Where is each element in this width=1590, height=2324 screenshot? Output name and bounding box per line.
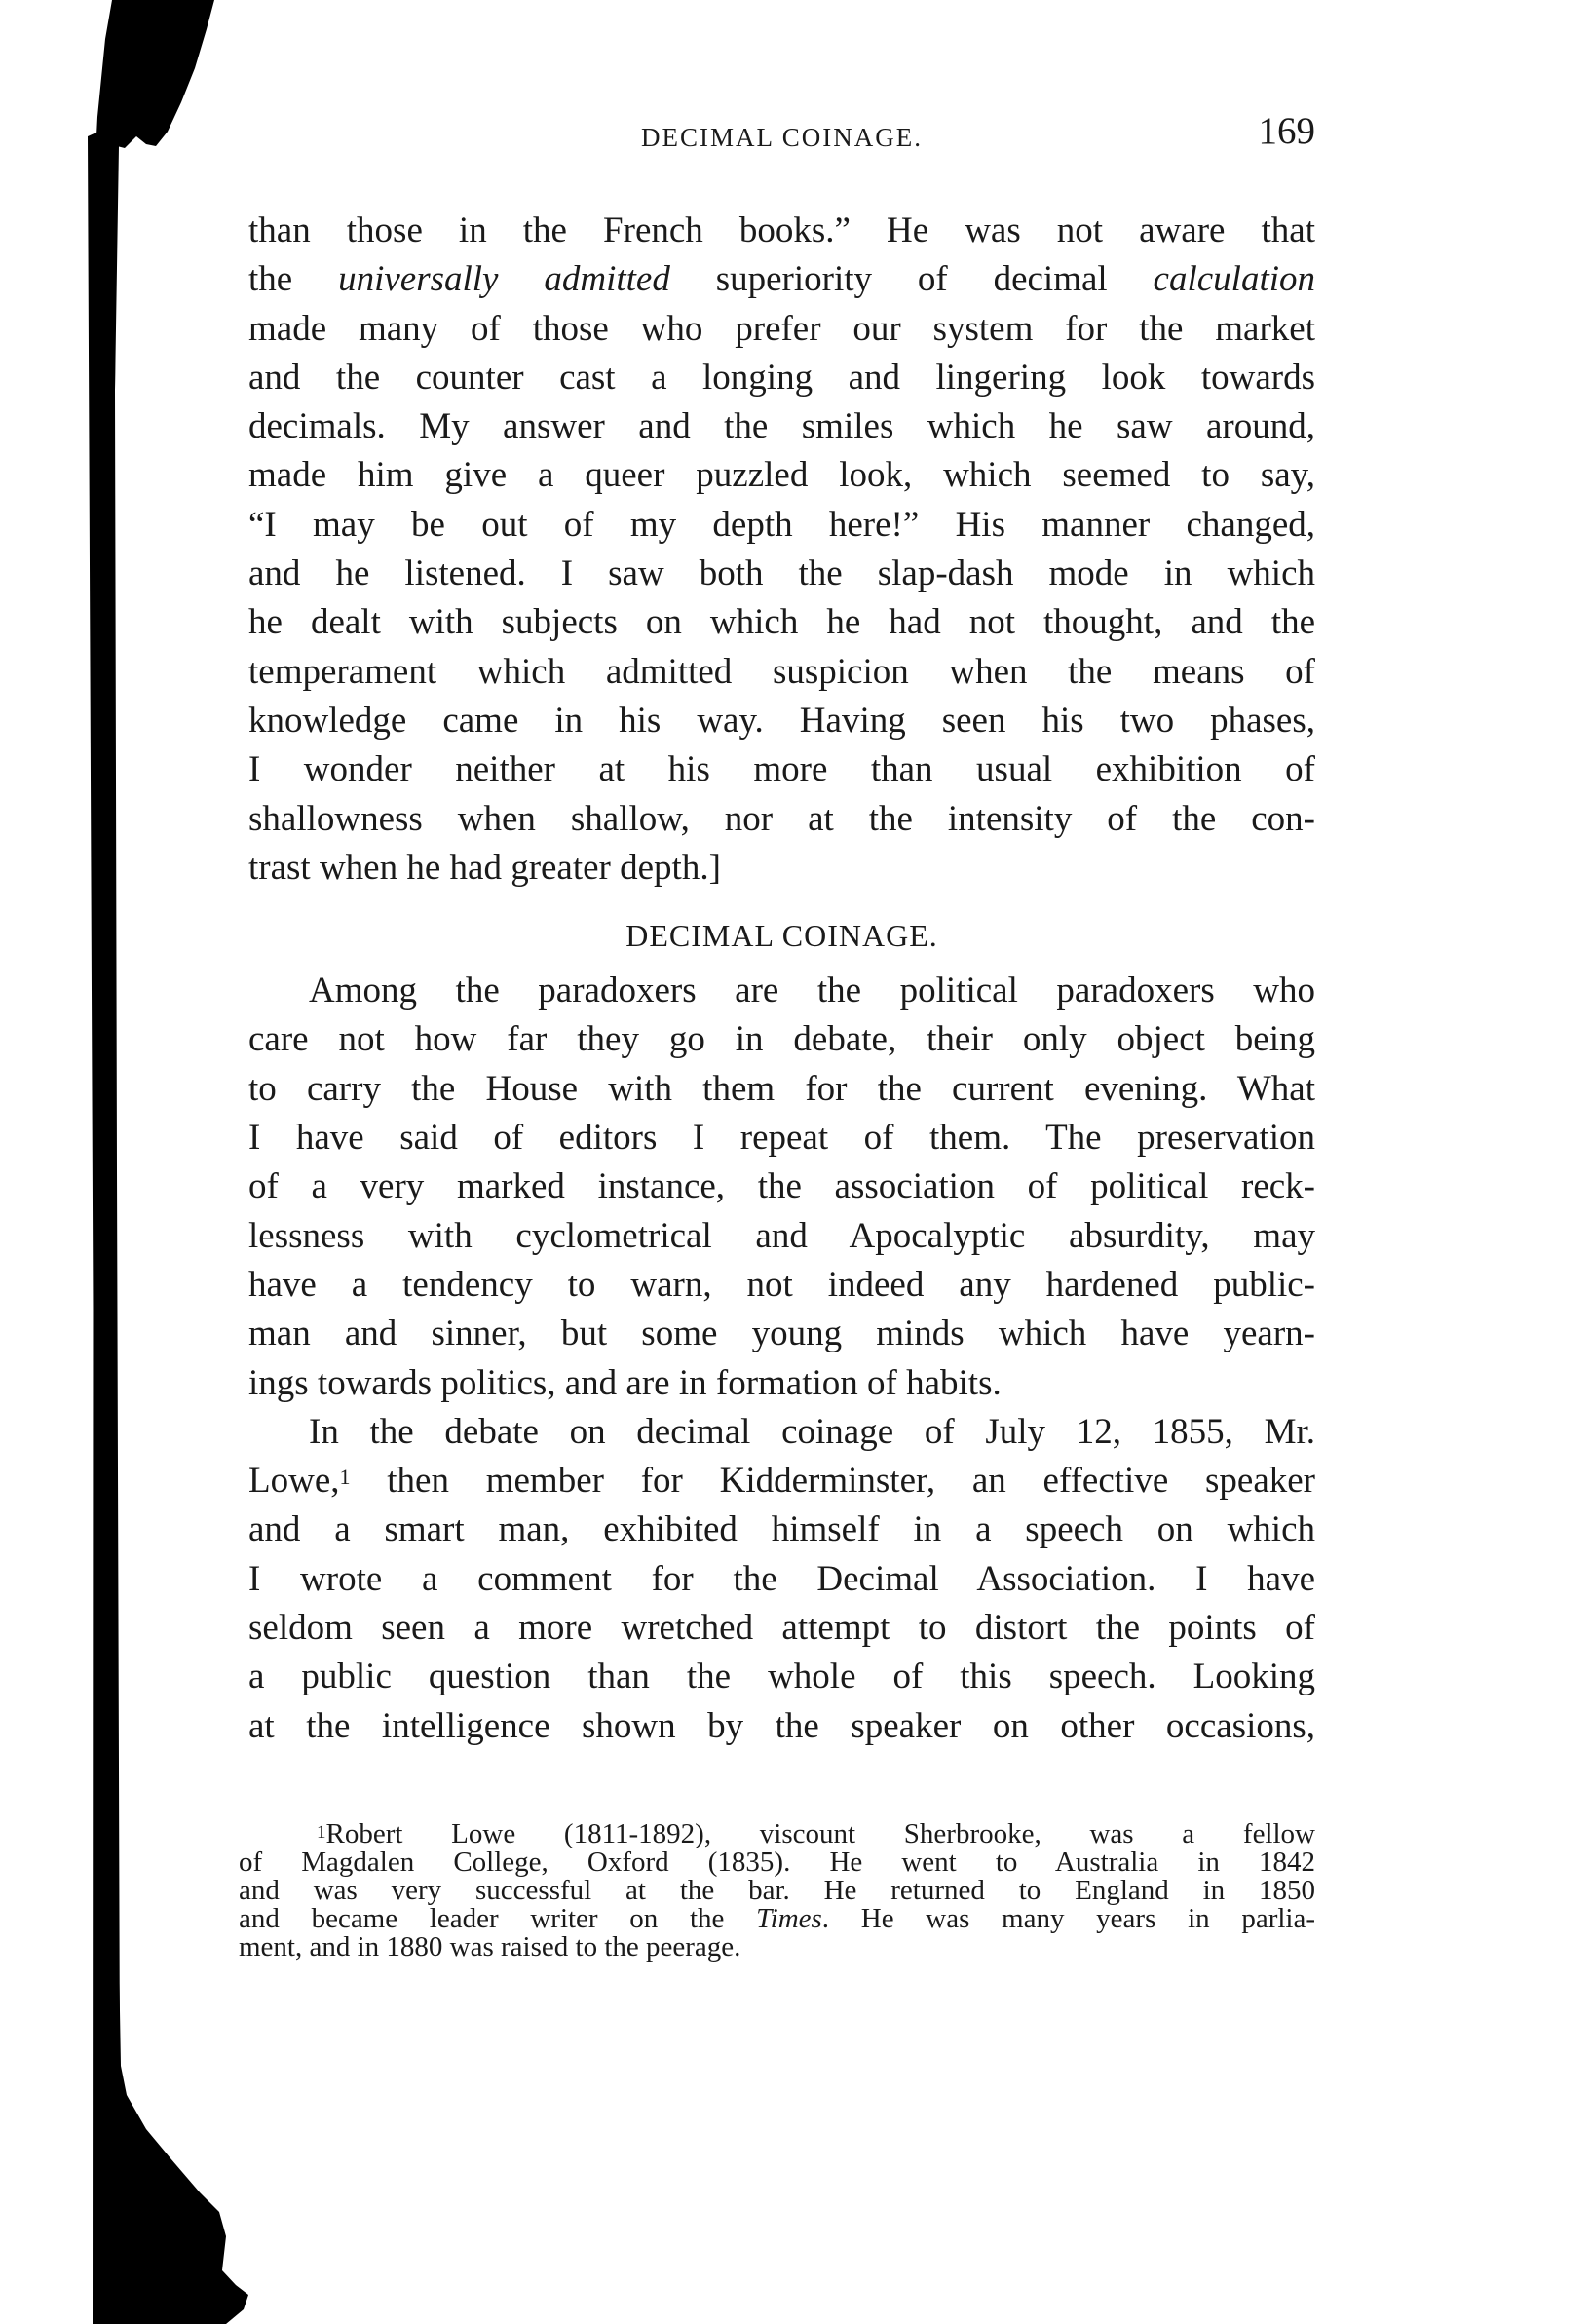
- text-line: and the counter cast a longing and lingering look towards: [248, 357, 1315, 398]
- text-line: at the intelligence shown by the speaker on other occasions,: [248, 1705, 1315, 1746]
- text-line: and a smart man, exhibited himself in a speech on which: [248, 1509, 1315, 1550]
- text-line: made him give a queer puzzled look, which seemed to say,: [248, 455, 1315, 496]
- footnote-line: and was very successful at the bar. He returned to England in 1850: [239, 1875, 1315, 1906]
- text-line: [248, 1457, 1315, 1505]
- text-line: seldom seen a more wretched attempt to distort the points of: [248, 1608, 1315, 1649]
- text-line: I wrote a comment for the Decimal Association. I have: [248, 1558, 1315, 1599]
- text-line: than those in the French books.” He was not aware that: [248, 210, 1315, 250]
- text-line: lessness with cyclometrical and Apocalyptic absurdity, may: [248, 1215, 1315, 1256]
- text-line: Among the paradoxers are the political paradoxers who: [309, 971, 1315, 1011]
- footnote: [239, 1820, 1315, 1962]
- text-line: temperament which admitted suspicion when the means of: [248, 651, 1315, 692]
- text-run: and became leader writer on the: [239, 1903, 757, 1934]
- text-line: “I may be out of my depth here!” His manner changed,: [248, 504, 1315, 545]
- text-run: superiority of decimal: [669, 259, 1154, 300]
- text-line: knowledge came in his way. Having seen his two phases,: [248, 700, 1315, 741]
- text-line: In the debate on decimal coinage of July 12, 1855, Mr.: [309, 1411, 1315, 1452]
- text-line: to carry the House with them for the current evening. What: [248, 1068, 1315, 1109]
- running-title: DECIMAL COINAGE.: [641, 123, 923, 152]
- text-line: care not how far they go in debate, their only object being: [248, 1019, 1315, 1060]
- text-run: the: [248, 259, 339, 300]
- text-line: ings towards politics, and are in formation of habits.: [248, 1362, 1002, 1403]
- section-title: DECIMAL COINAGE.: [625, 918, 938, 954]
- text-line: shallowness when shallow, nor at the intensity of the con-: [248, 798, 1315, 839]
- scan-edge-shadow: [0, 0, 253, 2324]
- text-line: I have said of editors I repeat of them. The preservation: [248, 1118, 1315, 1159]
- paragraph: [248, 967, 1315, 1408]
- footnote-reference[interactable]: 1: [339, 1465, 351, 1490]
- text-line: man and sinner, but some young minds which have yearn-: [248, 1314, 1315, 1354]
- italic-title: Times: [756, 1903, 822, 1934]
- text-line: trast when he had greater depth.]: [248, 847, 721, 888]
- text-line: have a tendency to warn, not indeed any hardened public-: [248, 1264, 1315, 1305]
- text-line: he dealt with subjects on which he had not thought, and the: [248, 602, 1315, 643]
- italic-word: calculation: [1153, 259, 1316, 300]
- main-text: [248, 207, 1315, 1751]
- footnote-line: ment, and in 1880 was raised to the peerage.: [239, 1931, 741, 1962]
- text-line: decimals. My answer and the smiles which he saw around,: [248, 406, 1315, 447]
- text-run: Lowe,: [248, 1461, 340, 1502]
- footnote-line: of Magdalen College, Oxford (1835). He went to Australia in 1842: [239, 1847, 1315, 1878]
- text-line: made many of those who prefer our system for the market: [248, 308, 1315, 349]
- text-line: and he listened. I saw both the slap-dash mode in which: [248, 553, 1315, 594]
- text-line: a public question than the whole of this speech. Looking: [248, 1657, 1315, 1697]
- footnote-line: [239, 1820, 1315, 1848]
- paragraph: [248, 1408, 1315, 1751]
- text-run: Robert Lowe (1811-1892), viscount Sherbrooke, was a fellow: [325, 1818, 1315, 1849]
- footnote-line: [239, 1905, 1315, 1933]
- italic-phrase: universally admitted: [338, 259, 670, 300]
- page-number: 169: [1258, 110, 1315, 152]
- text-line: I wonder neither at his more than usual exhibition of: [248, 749, 1315, 790]
- paragraph-continued: [248, 207, 1315, 893]
- text-run: then member for Kidderminster, an effective speaker: [350, 1461, 1315, 1502]
- text-line: [248, 255, 1315, 304]
- text-run: . He was many years in parlia-: [821, 1903, 1315, 1934]
- footnote-marker: 1: [317, 1822, 326, 1843]
- text-line: of a very marked instance, the association of political reck-: [248, 1166, 1315, 1207]
- running-header: [248, 109, 1315, 168]
